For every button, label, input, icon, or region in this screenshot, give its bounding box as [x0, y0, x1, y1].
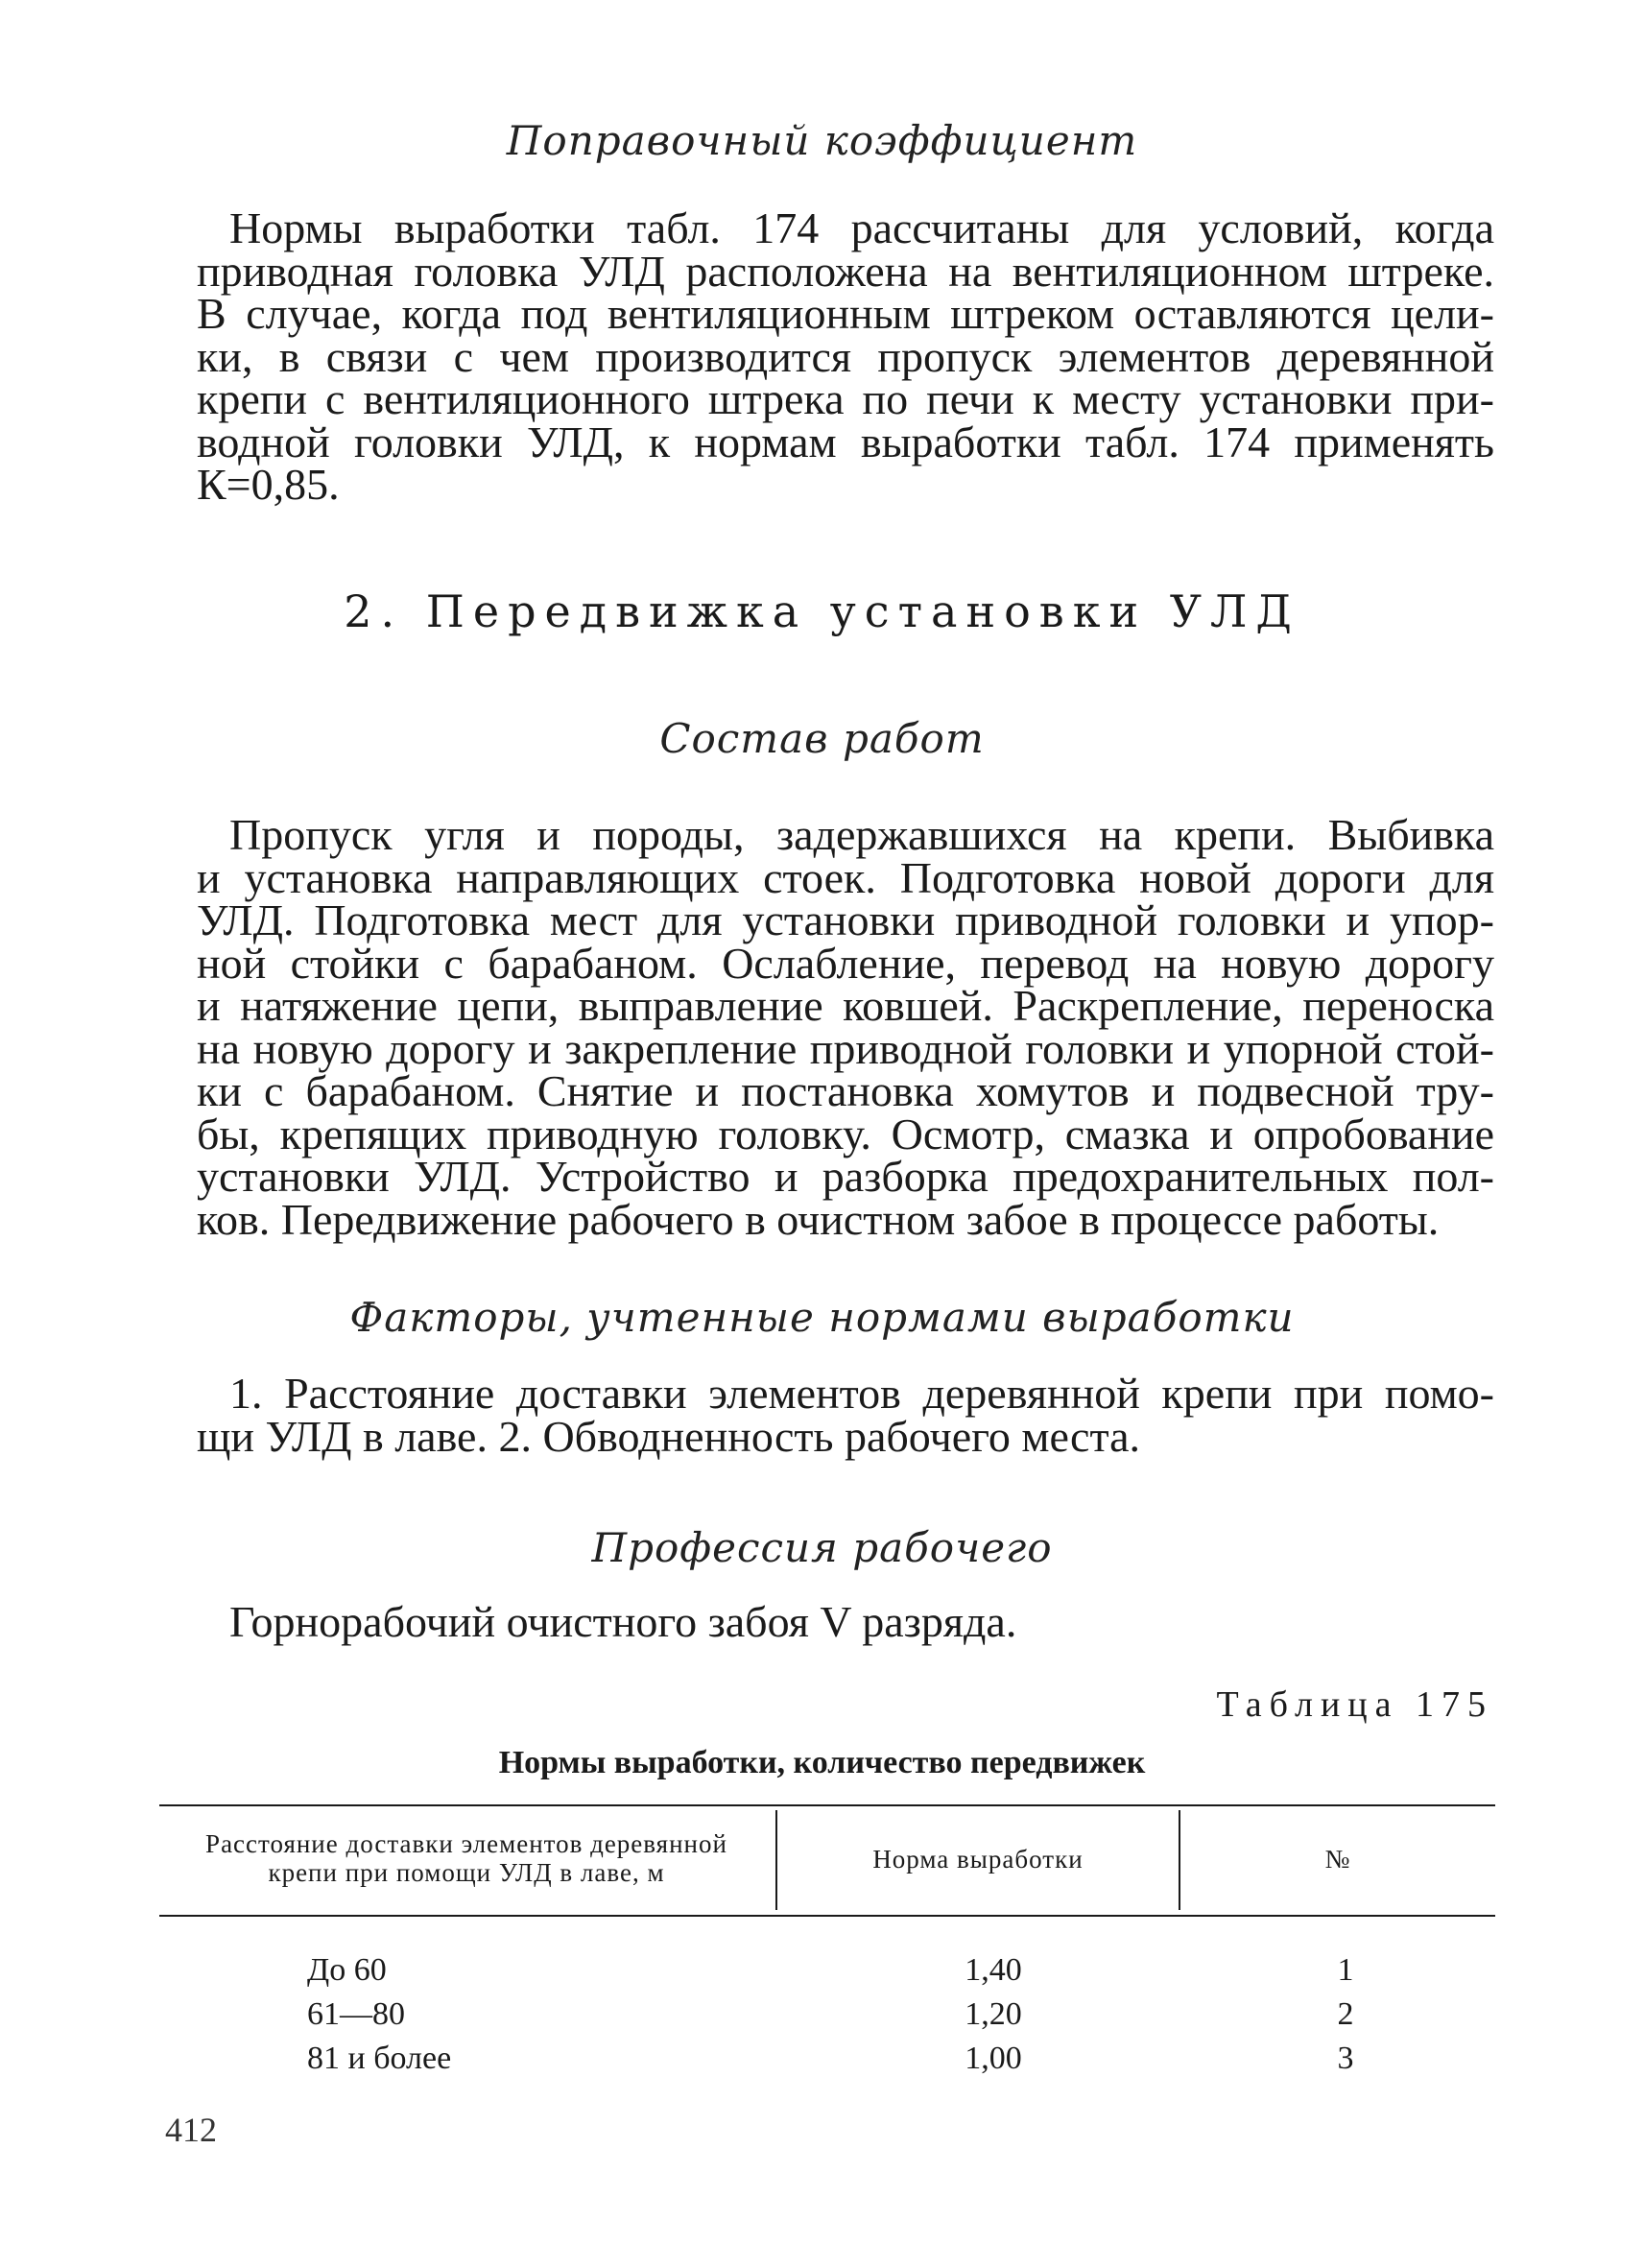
cell-number: 1	[1337, 1952, 1354, 1988]
cell-distance: До 60	[307, 1952, 387, 1988]
paragraph-line: приводная головка УЛД расположена на вентиляционном штреке.	[197, 246, 1494, 296]
paragraph-line: ной стойки с барабаном. Ослабление, перевод на новую дорогу	[197, 938, 1494, 988]
profession-paragraph	[197, 1597, 1494, 1646]
table-label: Таблица 175	[1216, 1684, 1493, 1725]
paragraph-line: ков. Передвижение рабочего в очистном забое в процессе работы.	[197, 1194, 1440, 1244]
table-header-distance	[161, 1829, 772, 1887]
paragraph-line: ки с барабаном. Снятие и постановка хомутов и подвесной тру-	[197, 1066, 1494, 1115]
cell-number: 2	[1337, 1996, 1354, 2032]
paragraph-line: ки, в связи с чем производится пропуск элементов деревянной	[197, 331, 1494, 381]
paragraph-line: на новую дорогу и закрепление приводной головки и упорной стой-	[197, 1023, 1494, 1073]
cell-distance: 81 и более	[307, 2041, 452, 2076]
table-top-rule	[159, 1804, 1495, 1806]
paragraph-line: УЛД. Подготовка мест для установки приводной головки и упор-	[197, 895, 1494, 944]
work-composition-heading: Состав работ	[659, 715, 985, 762]
table-header-rule	[159, 1915, 1495, 1917]
paragraph-line: К=0,85.	[197, 460, 340, 509]
cell-distance: 61—80	[307, 1996, 405, 2032]
paragraph-line: крепи с вентиляционного штрека по печи к месту установки при-	[197, 374, 1494, 423]
paragraph-line: Пропуск угля и породы, задержавшихся на крепи. Выбивка	[229, 810, 1494, 859]
factors-paragraph	[197, 1369, 1494, 1461]
cell-number: 3	[1337, 2041, 1354, 2076]
work-composition-paragraph	[197, 810, 1494, 1244]
paragraph-line: Нормы выработки табл. 174 рассчитаны для условий, когда	[229, 203, 1494, 252]
paragraph-line: Горнорабочий очистного забоя V разряда.	[229, 1597, 1017, 1646]
header-line: Расстояние доставки элементов деревянной	[205, 1829, 727, 1858]
paragraph-line: и установка направляющих стоек. Подготовка новой дороги для	[197, 852, 1494, 902]
table-column-divider	[1179, 1810, 1180, 1910]
correction-coefficient-paragraph	[197, 203, 1494, 509]
factors-heading: Факторы, учтенные нормами выработки	[349, 1294, 1295, 1341]
section-title: 2. Передвижка установки УЛД	[344, 585, 1300, 637]
cell-norm: 1,40	[965, 1952, 1022, 1988]
paragraph-line: бы, крепящих приводную головку. Осмотр, смазка и опробование	[197, 1109, 1494, 1158]
cell-norm: 1,20	[965, 1996, 1022, 2032]
table-header-norm: Норма выработки	[872, 1845, 1084, 1874]
table-column-divider	[775, 1810, 777, 1910]
table-header-number: №	[1324, 1845, 1351, 1874]
paragraph-line: В случае, когда под вентиляционным штреком оставляются цели-	[197, 289, 1494, 338]
paragraph-line: щи УЛД в лаве. 2. Обводненность рабочего места.	[197, 1411, 1141, 1461]
table-title: Нормы выработки, количество передвижек	[498, 1745, 1146, 1780]
page-number: 412	[165, 2111, 217, 2149]
correction-coefficient-heading: Поправочный коэффициент	[506, 117, 1138, 164]
paragraph-line: и натяжение цепи, выправление ковшей. Раскрепление, переноска	[197, 981, 1494, 1030]
paragraph-line: водной головки УЛД, к нормам выработки табл. 174 применять	[197, 417, 1494, 466]
paragraph-line: установки УЛД. Устройство и разборка предохранительных пол-	[197, 1152, 1494, 1201]
paragraph-line: 1. Расстояние доставки элементов деревянной крепи при помо-	[229, 1369, 1494, 1418]
profession-heading: Профессия рабочего	[591, 1524, 1053, 1571]
header-line: крепи при помощи УЛД в лаве, м	[268, 1858, 665, 1887]
cell-norm: 1,00	[965, 2041, 1022, 2076]
